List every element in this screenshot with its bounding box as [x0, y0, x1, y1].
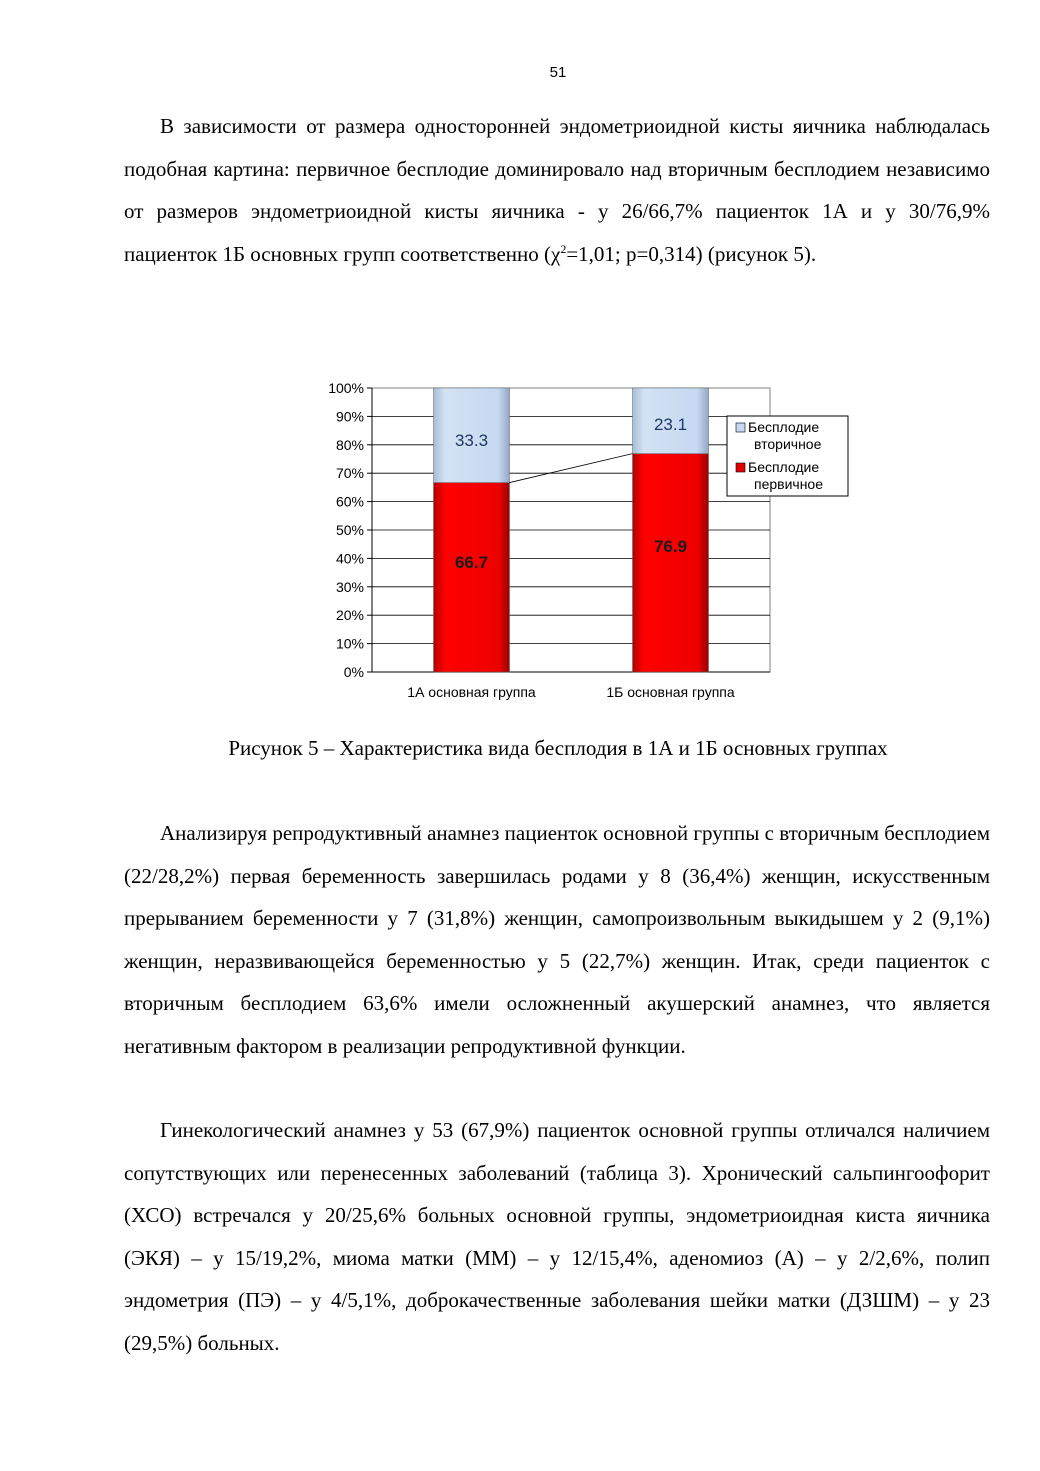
bar-segment [633, 454, 709, 672]
legend [727, 416, 848, 496]
x-tick-label: 1А основная группа [407, 684, 536, 700]
data-label: 66.7 [454, 552, 489, 572]
y-tick-label: 0% [343, 664, 364, 680]
y-tick-label: 10% [335, 635, 364, 652]
series-connector-line [510, 454, 633, 483]
paragraph-1-text: В зависимости от размера односторонней эндометриоидной кисты яичника наблюдалась подобная картина: первичное бесплодие доминировало над вторичным бесплодием независимо от размеров эндометриоидной кисты яичника - у 26/66,7% пациенток 1А и у 30/76,9% пациенток 1Б основных групп соответственно (χ [124, 114, 990, 266]
legend-label: Бесплодие [748, 459, 820, 475]
paragraph-2: Анализируя репродуктивный анамнез пациенток основной группы с вторичным бесплодием (22/28,2%) первая беременность завершилась родами у 8 (36,4%) женщин, искусственным прерыванием беременности у 7 (31,8%) женщин, самопроизвольным выкидышем у 2 (9,1%) женщин, неразвивающейся беременностью у 5 (22,7%) женщин. Итак, среди пациенток с вторичным бесплодием 63,6% имели осложненный акушерский анамнез, что является негативным фактором в реализации репродуктивной функции. [124, 821, 990, 1058]
legend-label: первичное [754, 476, 824, 492]
y-tick-label: 80% [335, 436, 364, 453]
y-tick-label: 50% [335, 522, 364, 538]
page-number: 51 [549, 64, 567, 81]
y-tick-label: 30% [335, 578, 364, 595]
x-axis-labels [407, 684, 735, 700]
y-tick-label: 70% [335, 465, 364, 482]
y-tick-label: 40% [335, 550, 364, 567]
y-tick-label: 90% [335, 408, 364, 425]
paragraph-1 [124, 105, 990, 275]
data-label: 23.1 [653, 415, 688, 435]
legend-label: Бесплодие [748, 419, 820, 435]
bar-segment [434, 483, 510, 672]
y-tick-label: 100% [328, 380, 364, 396]
paragraph-1-text-end: =1,01; р=0,314) (рисунок 5). [566, 241, 817, 266]
legend-label: вторичное [754, 436, 822, 452]
y-tick-label: 60% [335, 493, 364, 510]
stacked-bar-chart [310, 375, 870, 710]
legend-swatch [736, 463, 745, 472]
grid-lines [372, 388, 770, 672]
legend-swatch [736, 423, 745, 432]
paragraph-3: Гинекологический анамнез у 53 (67,9%) пациенток основной группы отличался наличием сопутствующих или перенесенных заболеваний (таблица 3). Хронический сальпингоофорит (ХСО) встречался у 20/25,6% больных основной группы, эндометриоидная киста яичника (ЭКЯ) – у 15/19,2%, миома матки (ММ) – у 12/15,4%, аденомиоз (А) – у 2/2,6%, полип эндометрия (ПЭ) – у 4/5,1%, доброкачественные заболевания шейки матки (ДЗШМ) – у 23 (29,5%) больных. [124, 1118, 990, 1355]
data-label: 76.9 [653, 536, 688, 556]
x-tick-label: 1Б основная группа [606, 684, 735, 700]
chi-square-superscript: 2 [560, 241, 567, 256]
figure-caption: Рисунок 5 – Характеристика вида бесплодия в 1А и 1Б основных группах [228, 736, 888, 760]
y-tick-label: 20% [335, 607, 364, 624]
data-label: 33.3 [454, 431, 489, 451]
